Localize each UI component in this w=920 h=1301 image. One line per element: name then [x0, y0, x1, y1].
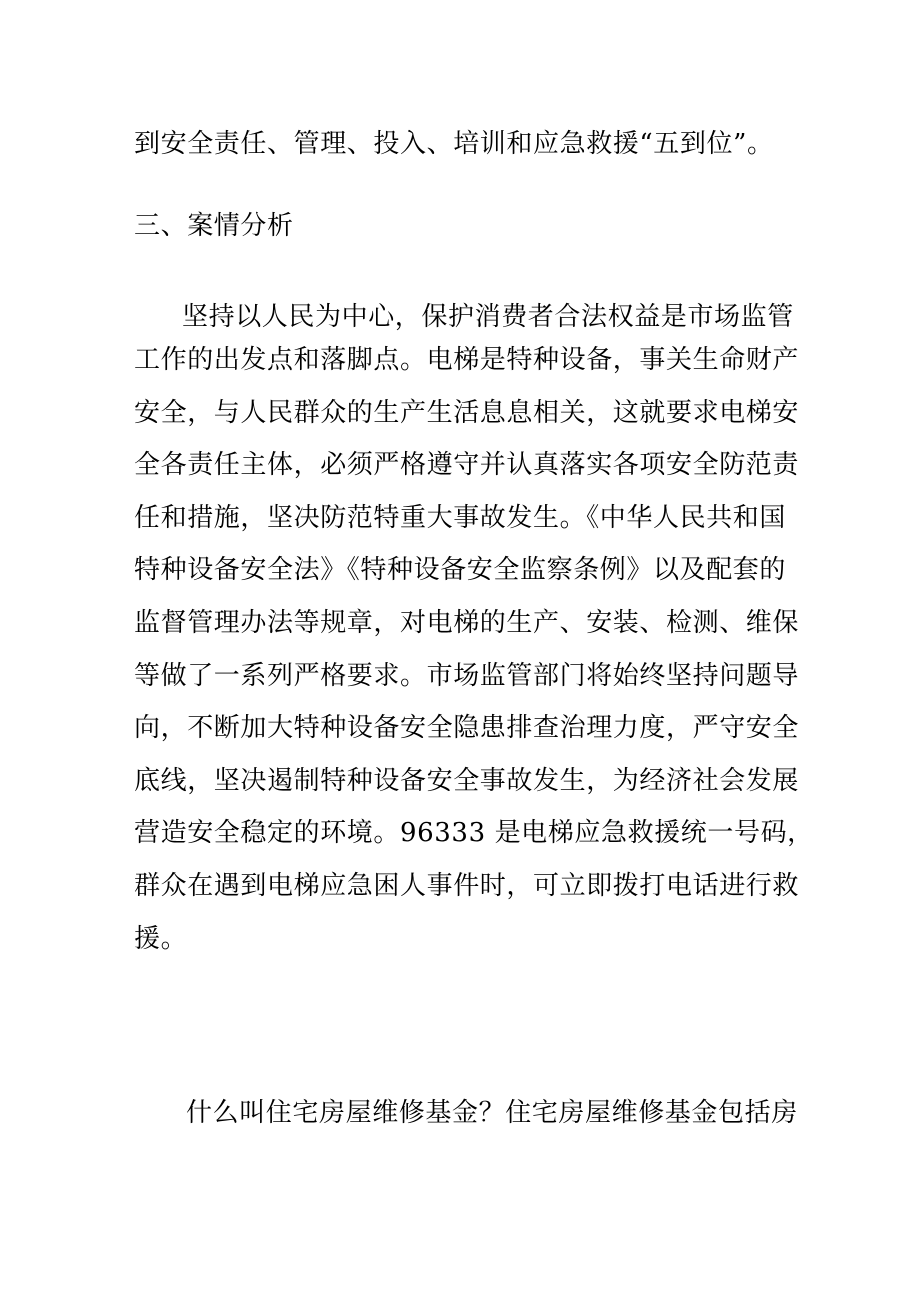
paragraph-line: 工作的出发点和落脚点。电梯是特种设备，事关生命财产 [134, 345, 800, 375]
paragraph-line: 底线，坚决遏制特种设备安全事故发生，为经济社会发展 [134, 765, 800, 796]
paragraph-line: 任和措施，坚决防范特重大事故发生。《中华人民共和国 [134, 502, 787, 533]
paragraph-1-body [134, 334, 814, 965]
paragraph-line: 等做了一系列严格要求。市场监管部门将始终坚持问题导 [134, 660, 800, 691]
paragraph-line: 全各责任主体，必须严格遵守并认真落实各项安全防范责 [134, 450, 800, 481]
paragraph-1-first-line: 坚持以人民为中心，保护消费者合法权益是市场监管 [182, 302, 794, 332]
paragraph-line: 群众在遇到电梯应急困人事件时，可立即拨打电话进行救 [134, 870, 800, 901]
intro-line: 到安全责任、管理、投入、培训和应急救援“五到位”。 [134, 129, 774, 159]
paragraph-line: 向，不断加大特种设备安全隐患排查治理力度，严守安全 [134, 713, 800, 744]
paragraph-2-first-line: 什么叫住宅房屋维修基金？住宅房屋维修基金包括房 [186, 1098, 798, 1128]
paragraph-line: 安全，与人民群众的生产生活息息相关，这就要求电梯安 [134, 397, 800, 428]
section-heading: 三、案情分析 [134, 211, 294, 241]
paragraph-line: 监督管理办法等规章，对电梯的生产、安装、检测、维保 [134, 607, 800, 638]
paragraph-line: 援。 [134, 923, 188, 954]
paragraph-line: 特种设备安全法》《特种设备安全监察条例》以及配套的 [134, 555, 787, 586]
paragraph-line: 营造安全稳定的环境。96333 是电梯应急救援统一号码， [134, 818, 814, 849]
